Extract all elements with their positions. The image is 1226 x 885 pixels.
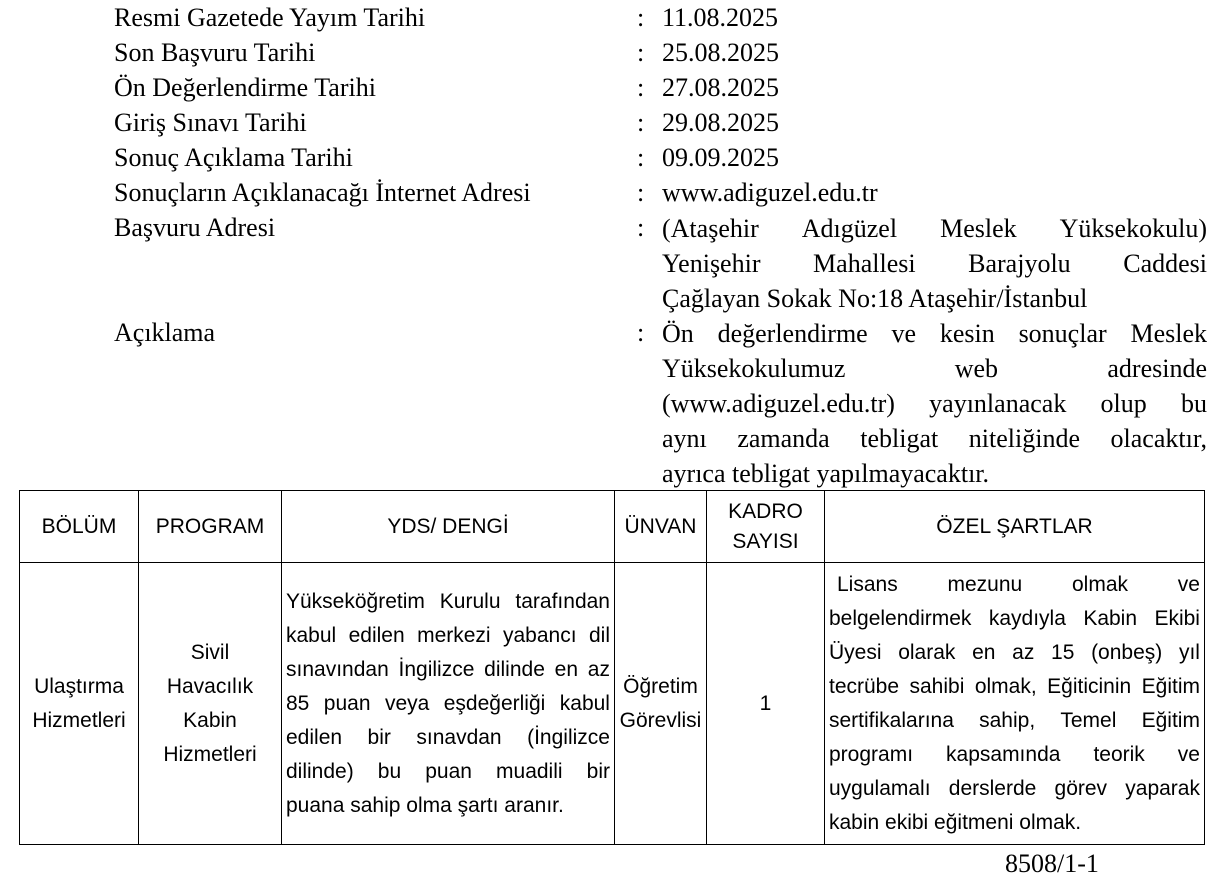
text-line: kabin ekibi eğitmeni olmak. xyxy=(829,810,1082,834)
header-unvan: ÜNVAN xyxy=(615,491,707,563)
cell-line: Havacılık xyxy=(166,674,254,698)
text-line xyxy=(286,755,610,789)
cell-line: Kabin xyxy=(183,708,237,732)
word: kaydıyla xyxy=(988,606,1066,630)
word: Eğitim xyxy=(1141,674,1200,698)
info-label: Ön Değerlendirme Tarihi xyxy=(114,73,376,102)
word: bir xyxy=(367,725,391,749)
word: kapsamında xyxy=(946,742,1061,766)
word: kabul xyxy=(286,623,337,647)
word: olmak xyxy=(1071,572,1129,596)
yds-paragraph xyxy=(282,585,614,823)
word: 85 xyxy=(286,691,310,715)
word: Üyesi xyxy=(829,640,882,664)
word: kabul xyxy=(559,691,610,715)
word: veya xyxy=(384,691,430,715)
word: puan xyxy=(323,691,371,715)
text-line xyxy=(829,704,1200,738)
word: Mahallesi xyxy=(813,249,916,278)
text-line xyxy=(829,602,1200,636)
info-label: Sonuçların Açıklanacağı İnternet Adresi xyxy=(114,178,531,207)
word: bu xyxy=(377,759,402,783)
word: en xyxy=(972,640,996,664)
word: ve xyxy=(1177,572,1200,596)
word: yabancı xyxy=(503,623,577,647)
address-line: Çağlayan Sokak No:18 Ataşehir/İstanbul xyxy=(662,284,1088,313)
info-colon: : xyxy=(637,318,645,347)
word: Yükseköğretim xyxy=(286,589,425,613)
word: bu xyxy=(1181,389,1207,418)
info-row-preliminary-date xyxy=(0,71,1226,105)
info-value: 09.09.2025 xyxy=(662,143,779,172)
text-line xyxy=(286,585,610,619)
word: sınavdan xyxy=(416,725,502,749)
word: olacaktır, xyxy=(1110,424,1207,453)
word: tebligat xyxy=(860,424,939,453)
address-label: Başvuru Adresi xyxy=(114,213,276,242)
website-value: www.adiguzel.edu.tr xyxy=(662,178,878,207)
word: Barajyolu xyxy=(968,249,1071,278)
header-kadro-line: SAYISI xyxy=(732,529,799,553)
word: az xyxy=(587,657,610,681)
info-value: 29.08.2025 xyxy=(662,108,779,137)
explanation-line xyxy=(662,316,1207,351)
text-line xyxy=(286,653,610,687)
text-line xyxy=(829,772,1200,806)
info-row-website xyxy=(0,176,1226,210)
word: Meslek xyxy=(1130,319,1207,348)
word: Ön xyxy=(662,319,694,348)
word: programı xyxy=(829,742,914,766)
word: zamanda xyxy=(737,424,830,453)
word: eşdeğerliği xyxy=(443,691,546,715)
explanation-line xyxy=(662,421,1207,456)
word: muadili xyxy=(496,759,563,783)
word: Meslek xyxy=(940,214,1017,243)
info-value: 27.08.2025 xyxy=(662,73,779,102)
word: dilinde xyxy=(484,657,545,681)
text-line: puana sahip olma şartı aranır. xyxy=(286,793,564,817)
info-colon: : xyxy=(637,178,645,207)
text-line xyxy=(286,687,610,721)
info-row-exam-date xyxy=(0,106,1226,140)
explanation-line xyxy=(662,386,1207,421)
word: edilen xyxy=(286,725,343,749)
word: sahip, xyxy=(979,708,1036,732)
word: Lisans xyxy=(837,572,898,596)
text-line xyxy=(829,636,1200,670)
word: ve xyxy=(891,319,917,348)
word: yaparak xyxy=(1125,776,1200,800)
word: olup xyxy=(1100,389,1147,418)
word: (onbeş) xyxy=(1091,640,1163,664)
word: 15 xyxy=(1051,640,1075,664)
word: Temel xyxy=(1060,708,1117,732)
word: yıl xyxy=(1178,640,1200,664)
word: tarafından xyxy=(515,589,610,613)
cell-unvan xyxy=(615,563,707,845)
cell-line: Öğretim xyxy=(623,674,698,698)
cell-line: Sivil xyxy=(190,640,230,664)
ozel-paragraph xyxy=(825,568,1204,840)
header-kadro-line: KADRO xyxy=(728,499,803,523)
info-label: Giriş Sınavı Tarihi xyxy=(114,108,307,137)
info-row-deadline xyxy=(0,36,1226,70)
word: görev xyxy=(1054,776,1108,800)
word: uygulamalı xyxy=(829,776,931,800)
word: (İngilizce xyxy=(527,725,610,749)
word: yayınlanacak xyxy=(929,389,1067,418)
explanation-line xyxy=(662,351,1207,386)
word: Eğitim xyxy=(1141,708,1200,732)
word: kesin xyxy=(939,319,995,348)
table-row xyxy=(20,563,1205,845)
word: tecrübe xyxy=(829,674,900,698)
cell-program xyxy=(139,563,282,845)
word: olmak, xyxy=(974,674,1037,698)
cell-yds xyxy=(282,563,615,845)
info-label: Son Başvuru Tarihi xyxy=(114,38,316,67)
header-kadro xyxy=(707,491,825,563)
word: niteliğinde xyxy=(968,424,1080,453)
table-header-row xyxy=(20,491,1205,563)
info-value: 25.08.2025 xyxy=(662,38,779,67)
explanation-label: Açıklama xyxy=(114,318,216,347)
info-value: 11.08.2025 xyxy=(662,3,779,32)
cell-line: Görevlisi xyxy=(619,708,702,732)
word: derslerde xyxy=(948,776,1037,800)
text-line xyxy=(829,670,1200,704)
word: web xyxy=(954,354,999,383)
header-bolum: BÖLÜM xyxy=(20,491,139,563)
word: dilinde) xyxy=(286,759,354,783)
info-colon: : xyxy=(637,108,645,137)
header-program: PROGRAM xyxy=(139,491,282,563)
word: Yenişehir xyxy=(662,249,761,278)
word: Caddesi xyxy=(1123,249,1207,278)
cell-kadro: 1 xyxy=(707,563,825,845)
cell-line: Ulaştırma xyxy=(34,674,124,698)
word: sınavından xyxy=(286,657,389,681)
word: merkezi xyxy=(417,623,491,647)
word: Kabin xyxy=(1083,606,1138,630)
word: bir xyxy=(586,759,610,783)
word: edilen xyxy=(348,623,405,647)
word: teorik xyxy=(1093,742,1145,766)
word: İngilizce xyxy=(398,657,475,681)
text-line xyxy=(286,721,610,755)
explanation-line: ayrıca tebligat yapılmayacaktır. xyxy=(662,459,990,488)
text-line xyxy=(829,738,1200,772)
cell-ozel xyxy=(825,563,1205,845)
info-colon: : xyxy=(637,213,645,242)
word: Adıgüzel xyxy=(801,214,898,243)
header-ozel: ÖZEL ŞARTLAR xyxy=(825,491,1205,563)
info-label: Resmi Gazetede Yayım Tarihi xyxy=(114,3,426,32)
word: az xyxy=(1012,640,1035,664)
word: sertifikalarına xyxy=(829,708,954,732)
word: Kurulu xyxy=(439,589,501,613)
word: (www.adiguzel.edu.tr) xyxy=(662,389,895,418)
text-line xyxy=(829,568,1200,602)
header-yds: YDS/ DENGİ xyxy=(282,491,615,563)
info-label: Sonuç Açıklama Tarihi xyxy=(114,143,353,172)
word: sonuçlar xyxy=(1018,319,1107,348)
word: adresinde xyxy=(1107,354,1207,383)
word: ve xyxy=(1177,742,1200,766)
word: belgelendirmek xyxy=(829,606,972,630)
address-line xyxy=(662,246,1207,281)
word: Yüksekokulumuz xyxy=(662,354,846,383)
info-colon: : xyxy=(637,38,645,67)
text-line xyxy=(286,619,610,653)
word: Ekibi xyxy=(1154,606,1200,630)
positions-table xyxy=(19,490,1205,845)
word: (Ataşehir xyxy=(662,214,759,243)
word: dil xyxy=(588,623,610,647)
info-colon: : xyxy=(637,73,645,102)
word: en xyxy=(554,657,578,681)
word: Eğiticinin xyxy=(1047,674,1132,698)
word: aynı xyxy=(662,424,707,453)
word: olarak xyxy=(898,640,956,664)
document-number: 8508/1-1 xyxy=(1005,849,1099,878)
info-colon: : xyxy=(637,3,645,32)
word: değerlendirme xyxy=(717,319,868,348)
cell-line: Hizmetleri xyxy=(32,708,126,732)
info-row-result-date xyxy=(0,141,1226,175)
word: sahibi xyxy=(909,674,965,698)
info-colon: : xyxy=(637,143,645,172)
word: Yüksekokulu) xyxy=(1059,214,1207,243)
cell-line: Hizmetleri xyxy=(163,742,257,766)
address-line xyxy=(662,211,1207,246)
cell-bolum xyxy=(20,563,139,845)
info-row-publication-date xyxy=(0,1,1226,35)
word: puan xyxy=(425,759,472,783)
word: mezunu xyxy=(947,572,1023,596)
